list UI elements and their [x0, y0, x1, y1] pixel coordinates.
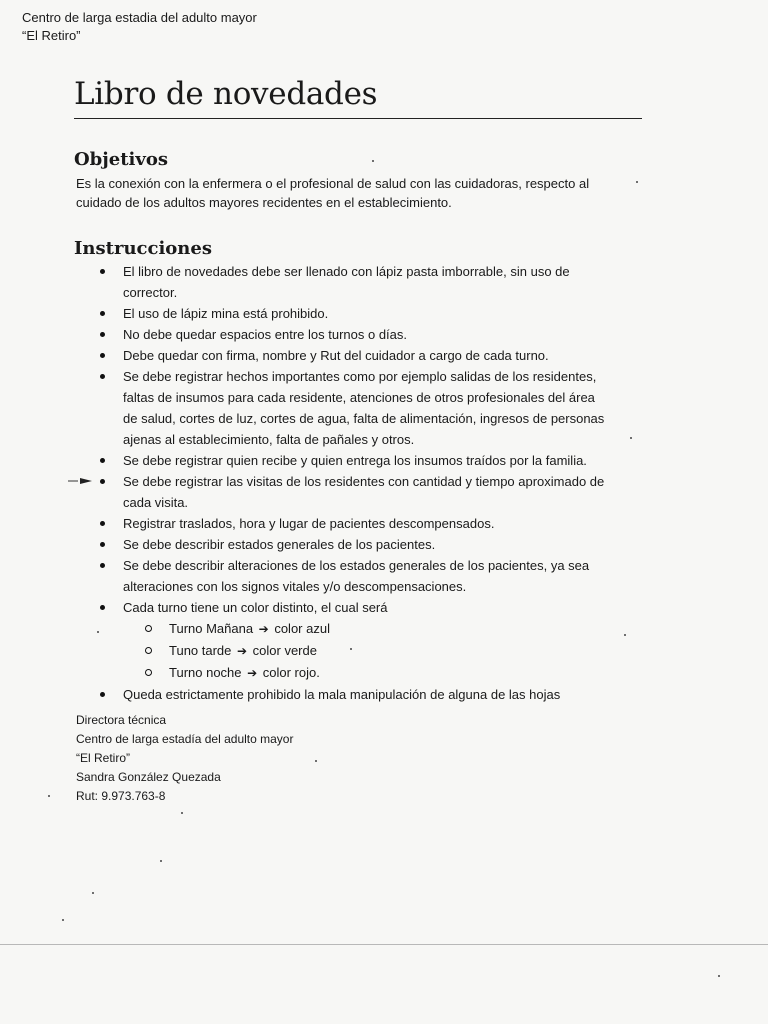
instrucciones-list — [96, 261, 656, 705]
turno-name: Tuno tarde — [169, 643, 232, 658]
list-item-text: Se debe registrar hechos importantes como por ejemplo salidas de los residentes, — [123, 369, 597, 384]
list-item — [96, 450, 656, 471]
objetivos-heading: Objetivos — [74, 149, 168, 170]
bullet-icon — [100, 332, 105, 337]
list-item-text: Debe quedar con firma, nombre y Rut del cuidador a cargo de cada turno. — [123, 348, 549, 363]
objetivos-line: cuidado de los adultos mayores recidentes en el establecimiento. — [76, 195, 452, 210]
bullet-icon — [100, 353, 105, 358]
scan-speck — [62, 919, 64, 921]
list-item — [96, 597, 656, 684]
list-item — [96, 513, 656, 534]
turno-color: color rojo. — [262, 665, 320, 680]
bullet-icon — [100, 458, 105, 463]
turno-item — [145, 640, 656, 662]
list-item — [96, 684, 656, 705]
signature-block — [76, 711, 293, 806]
document-title: Libro de novedades — [74, 76, 378, 112]
bullet-icon — [100, 374, 105, 379]
signature-role: Directora técnica — [76, 713, 167, 727]
signature-place: “El Retiro” — [76, 751, 131, 765]
list-item — [96, 261, 656, 303]
title-underline — [74, 118, 642, 119]
scan-speck — [181, 812, 183, 814]
circle-bullet-icon — [145, 647, 152, 654]
list-item-text: ajenas al establecimiento, falta de pañales y otros. — [123, 432, 415, 447]
bullet-icon — [100, 521, 105, 526]
list-item-text: Se debe registrar quien recibe y quien entrega los insumos traídos por la familia. — [123, 453, 587, 468]
list-item-text: Registrar traslados, hora y lugar de pacientes descompensados. — [123, 516, 495, 531]
arrow-right-icon: ➔ — [237, 644, 248, 658]
list-item-text: No debe quedar espacios entre los turnos o días. — [123, 327, 408, 342]
turno-item — [145, 662, 656, 684]
list-item-text: Queda estrictamente prohibido la mala manipulación de alguna de las hojas — [123, 687, 561, 702]
turnos-sublist — [123, 618, 656, 684]
objetivos-paragraph — [76, 174, 646, 212]
bullet-icon — [100, 563, 105, 568]
list-item-text: Se debe describir estados generales de los pacientes. — [123, 537, 436, 552]
bullet-icon — [100, 605, 105, 610]
objetivos-line: Es la conexión con la enfermera o el profesional de salud con las cuidadoras, respecto al — [76, 176, 590, 191]
scan-speck — [315, 760, 317, 762]
list-item — [96, 345, 656, 366]
org-header-line2: “El Retiro” — [22, 28, 81, 43]
list-item-text: Se debe describir alteraciones de los estados generales de los pacientes, ya sea — [123, 558, 590, 573]
bullet-icon — [100, 692, 105, 697]
list-item-text: El uso de lápiz mina está prohibido. — [123, 306, 329, 321]
list-item-text: corrector. — [123, 285, 178, 300]
turno-color: color verde — [252, 643, 317, 658]
bullet-icon — [100, 311, 105, 316]
list-item-text: El libro de novedades debe ser llenado con lápiz pasta imborrable, sin uso de — [123, 264, 570, 279]
turno-name: Turno noche — [169, 665, 242, 680]
turno-name: Turno Mañana — [169, 621, 254, 636]
scan-speck — [48, 795, 50, 797]
scan-speck — [624, 634, 626, 636]
scan-speck — [630, 437, 632, 439]
list-item-text: de salud, cortes de luz, cortes de agua, falta de alimentación, ingresos de personas — [123, 411, 605, 426]
list-item — [96, 555, 656, 597]
signature-name: Sandra González Quezada — [76, 770, 221, 784]
scan-speck — [350, 648, 352, 650]
signature-rut: Rut: 9.973.763-8 — [76, 789, 166, 803]
pen-mark-icon — [66, 476, 94, 486]
arrow-right-icon: ➔ — [247, 666, 258, 680]
list-item — [96, 534, 656, 555]
bullet-icon — [100, 269, 105, 274]
list-item-text: Se debe registrar las visitas de los residentes con cantidad y tiempo aproximado de — [123, 474, 605, 489]
list-item — [96, 366, 656, 450]
scan-speck — [636, 181, 638, 183]
arrow-right-icon: ➔ — [258, 622, 269, 636]
list-item-text: alteraciones con los signos vitales y/o descompensaciones. — [123, 579, 467, 594]
list-item — [96, 303, 656, 324]
list-item-text: faltas de insumos para cada residente, atenciones de otros profesionales del área — [123, 390, 595, 405]
scan-speck — [372, 160, 374, 162]
signature-org: Centro de larga estadía del adulto mayor — [76, 732, 294, 746]
scan-speck — [92, 892, 94, 894]
scan-speck — [97, 631, 99, 633]
circle-bullet-icon — [145, 669, 152, 676]
bullet-icon — [100, 479, 105, 484]
turno-color: color azul — [274, 621, 330, 636]
list-item — [96, 471, 656, 513]
list-item — [96, 324, 656, 345]
scan-speck — [718, 975, 720, 977]
scan-speck — [160, 860, 162, 862]
org-header-line1: Centro de larga estadia del adulto mayor — [22, 10, 257, 25]
instrucciones-heading: Instrucciones — [74, 238, 212, 259]
list-item-text: Cada turno tiene un color distinto, el cual será — [123, 600, 388, 615]
turno-item — [145, 618, 656, 640]
list-item-text: cada visita. — [123, 495, 189, 510]
circle-bullet-icon — [145, 625, 152, 632]
bullet-icon — [100, 542, 105, 547]
page-edge-line — [0, 944, 768, 945]
org-header — [22, 9, 257, 45]
